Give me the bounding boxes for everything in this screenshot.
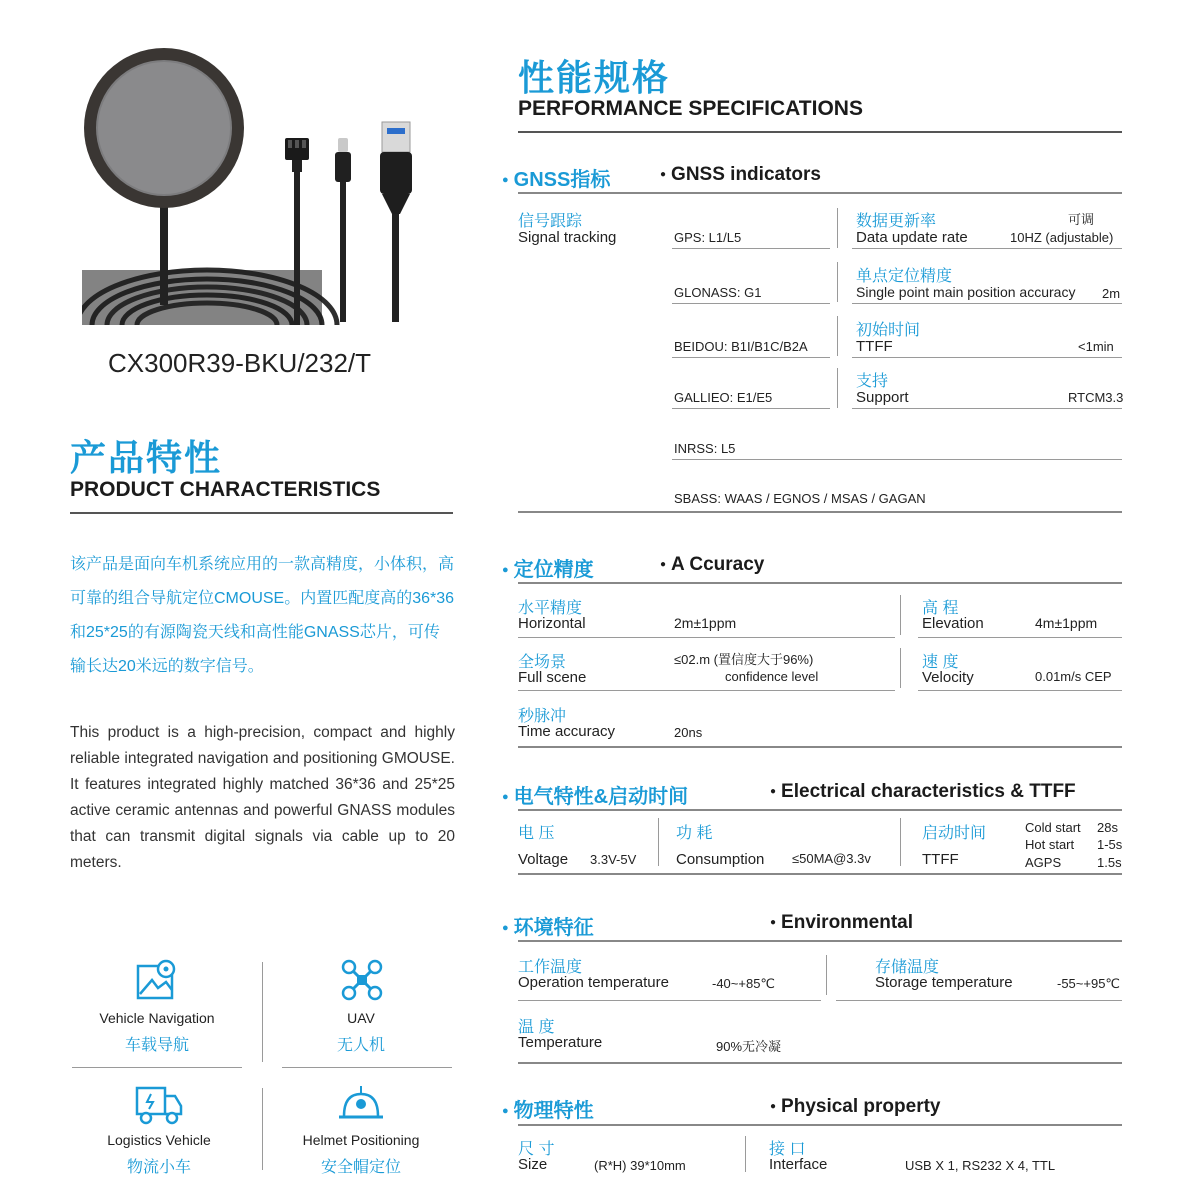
accuracy-title-en: ● A Ccuracy [660, 554, 764, 576]
row-line [518, 1000, 821, 1001]
truck-icon [134, 1084, 184, 1126]
single-label-cn: 单点定位精度 [856, 268, 953, 285]
accuracy-divider [518, 582, 1122, 584]
signal-sbass: SBASS: WAAS / EGNOS / MSAS / GAGAN [674, 491, 926, 506]
agps-value: 1.5s [1097, 855, 1122, 870]
horizontal-value: 2m±1ppm [674, 615, 737, 631]
characteristics-title-en: PRODUCT CHARACTERISTICS [70, 478, 381, 501]
storage-temp-label-cn: 存储温度 [875, 959, 940, 976]
ttff-label-cn: 初始时间 [856, 322, 921, 339]
col-divider [837, 208, 838, 248]
map-pin-icon [134, 958, 180, 1004]
row-line [672, 408, 830, 409]
elevation-label-cn: 高 程 [922, 600, 959, 617]
gnss-divider [518, 192, 1122, 194]
horizontal-label-cn: 水平精度 [518, 600, 583, 617]
row-line [852, 357, 1122, 358]
electrical-bottom-line [518, 873, 1122, 875]
electrical-title-cn: ● 电气特性&启动时间 [502, 780, 688, 809]
fullscene-label-en: Full scene [518, 669, 587, 686]
col-divider [837, 316, 838, 356]
consumption-label-cn: 功 耗 [676, 825, 713, 842]
row-line [672, 459, 1122, 460]
col-divider [745, 1136, 746, 1172]
characteristics-divider [70, 512, 453, 514]
voltage-label-cn: 电 压 [518, 825, 555, 842]
storage-temp-label-en: Storage temperature [875, 974, 1013, 991]
op-temp-value: -40~+85℃ [712, 976, 776, 991]
app-logistics-vehicle [64, 1084, 254, 1174]
characteristics-desc-cn: 该产品是面向车机系统应用的一款高精度，小体积，高可靠的组合导航定位CMOUSE。内置匹配度高的36*36和25*25的有源陶瓷天线和高性能GNASS芯片，可传输长达20米远的数字信号。 [70, 556, 455, 675]
hot-start-value: 1-5s [1097, 837, 1123, 852]
drone-icon [340, 958, 384, 1002]
velocity-label-cn: 速 度 [922, 654, 959, 671]
size-value: (R*H) 39*10mm [594, 1158, 686, 1173]
hot-start-label: Hot start [1025, 837, 1075, 852]
velocity-label-en: Velocity [922, 669, 974, 686]
fullscene-value-2: confidence level [725, 669, 819, 684]
velocity-value: 0.01m/s CEP [1035, 669, 1112, 684]
app-label-cn: 安全帽定位 [320, 1159, 401, 1176]
app-label-cn: 车载导航 [124, 1037, 189, 1054]
product-model: CX300R39-BKU/232/T [108, 348, 372, 378]
size-label-cn: 尺 寸 [518, 1141, 555, 1158]
app-divider-v2 [262, 1088, 263, 1170]
cold-start-value: 28s [1097, 820, 1118, 835]
pulse-label-cn: 秒脉冲 [518, 708, 567, 725]
op-temp-label-cn: 工作温度 [518, 959, 583, 976]
characteristics-title-cn: 产品特性 [70, 437, 223, 478]
update-value: 10HZ (adjustable) [1010, 230, 1114, 245]
horizontal-label-en: Horizontal [518, 615, 586, 632]
support-label-cn: 支持 [856, 373, 889, 390]
single-label-en: Single point main position accuracy [856, 284, 1076, 300]
support-label-en: Support [856, 389, 909, 406]
consumption-label-en: Consumption [676, 851, 765, 868]
row-line [672, 248, 830, 249]
helmet-icon [336, 1084, 386, 1126]
gnss-bottom-line [518, 511, 1122, 513]
accuracy-bottom-line [518, 746, 1122, 748]
specs-divider [518, 131, 1122, 133]
row-line [852, 408, 1122, 409]
fullscene-label-cn: 全场景 [518, 654, 567, 671]
row-line [852, 248, 1122, 249]
app-divider-h1 [72, 1067, 242, 1068]
app-helmet-positioning [266, 1084, 456, 1174]
app-label-en: Logistics Vehicle [107, 1132, 211, 1148]
col-divider [837, 368, 838, 408]
support-value: RTCM3.3 [1068, 390, 1124, 405]
antenna-illustration [82, 40, 442, 325]
app-label-en: Vehicle Navigation [99, 1010, 215, 1026]
row-line [852, 303, 1122, 304]
product-image [82, 40, 442, 325]
app-vehicle-navigation [62, 958, 252, 1058]
gnss-title-cn: ● GNSS指标 [502, 163, 610, 192]
electrical-title-en: ● Electrical characteristics & TTFF [770, 781, 1076, 803]
interface-label-cn: 接 口 [769, 1141, 806, 1158]
col-divider [826, 955, 827, 995]
signal-galileo: GALLIEO: E1/E5 [674, 390, 773, 405]
row-line [518, 637, 895, 638]
app-label-cn: 物流小车 [126, 1159, 191, 1176]
signal-label-en: Signal tracking [518, 229, 617, 246]
voltage-label-en: Voltage [518, 851, 569, 868]
consumption-value: ≤50MA@3.3v [792, 851, 871, 866]
signal-label-cn: 信号跟踪 [518, 213, 583, 230]
ttff-value: <1min [1078, 339, 1114, 354]
pulse-label-en: Time accuracy [518, 723, 615, 740]
interface-value: USB X 1, RS232 X 4, TTL [905, 1158, 1056, 1173]
start-label-cn: 启动时间 [922, 825, 987, 842]
specs-title-en: PERFORMANCE SPECIFICATIONS [518, 97, 863, 120]
cold-start-label: Cold start [1025, 820, 1081, 835]
storage-temp-value: -55~+95℃ [1057, 976, 1121, 991]
start-label-en: TTFF [922, 851, 959, 868]
col-divider [900, 595, 901, 635]
row-line [836, 1000, 1122, 1001]
humidity-label-en: Temperature [518, 1034, 603, 1051]
humidity-value: 90%无冷凝 [716, 1039, 782, 1054]
gnss-title-en: ● GNSS indicators [660, 164, 821, 186]
single-value: 2m [1102, 286, 1121, 301]
elevation-value: 4m±1ppm [1035, 615, 1098, 631]
accuracy-title-cn: ● 定位精度 [502, 553, 594, 582]
pulse-value: 20ns [674, 725, 703, 740]
fullscene-value: ≤02.m (置信度大于96%) [674, 652, 814, 667]
col-divider [658, 818, 659, 866]
update-label-en: Data update rate [856, 229, 968, 246]
app-label-en: UAV [347, 1010, 375, 1026]
environmental-divider [518, 940, 1122, 942]
signal-gps: GPS: L1/L5 [674, 230, 742, 245]
agps-label: AGPS [1025, 855, 1062, 870]
col-divider [900, 648, 901, 688]
update-label-cn: 数据更新率 [856, 213, 937, 230]
row-line [518, 690, 895, 691]
physical-divider [518, 1124, 1122, 1126]
row-line [672, 303, 830, 304]
specs-title-cn: 性能规格 [518, 57, 671, 98]
environmental-title-cn: ● 环境特征 [502, 911, 594, 940]
row-line [918, 637, 1122, 638]
electrical-divider [518, 809, 1122, 811]
voltage-value: 3.3V-5V [590, 852, 637, 867]
size-label-en: Size [518, 1156, 548, 1173]
op-temp-label-en: Operation temperature [518, 974, 669, 991]
ttff-label-en: TTFF [856, 338, 893, 355]
environmental-bottom-line [518, 1062, 1122, 1064]
row-line [672, 357, 830, 358]
col-divider [837, 262, 838, 302]
signal-beidou: BEIDOU: B1I/B1C/B2A [674, 339, 808, 354]
environmental-title-en: ● Environmental [770, 912, 913, 934]
app-divider-h2 [282, 1067, 452, 1068]
update-value-top: 可调 [1068, 212, 1095, 227]
app-label-cn: 无人机 [336, 1037, 385, 1054]
physical-title-cn: ● 物理特性 [502, 1094, 594, 1123]
app-uav [266, 958, 456, 1058]
row-line [918, 690, 1122, 691]
signal-inrss: INRSS: L5 [674, 441, 736, 456]
app-divider-v1 [262, 962, 263, 1062]
app-label-en: Helmet Positioning [302, 1132, 420, 1148]
col-divider [900, 818, 901, 866]
interface-label-en: Interface [769, 1156, 828, 1173]
elevation-label-en: Elevation [922, 615, 984, 632]
signal-glonass: GLONASS: G1 [674, 285, 762, 300]
humidity-label-cn: 温 度 [518, 1019, 555, 1036]
physical-title-en: ● Physical property [770, 1096, 941, 1118]
characteristics-desc-en: This product is a high-precision, compact and highly reliable integrated navigation and positioning GMOUSE. It features integrated highly matched 36*36 and 25*25 active ceramic antennas and powerful GNASS modules that can transmit digital signals via cable up to 20 meters. [70, 724, 455, 871]
